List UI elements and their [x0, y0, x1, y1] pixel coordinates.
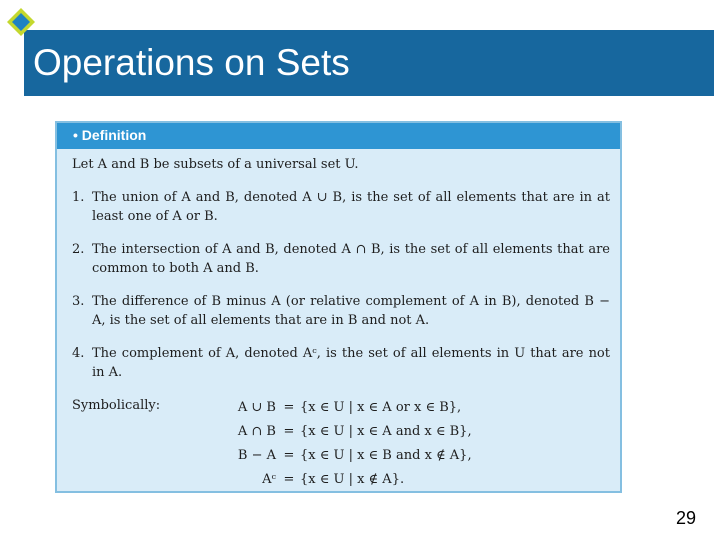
formula-lhs: B − A	[237, 448, 276, 463]
formula-equals: =	[283, 424, 295, 439]
definition-intro: Let A and B be subsets of a universal set U.	[72, 157, 359, 172]
symbolically-label: Symbolically:	[72, 398, 161, 413]
formula-rhs: {x ∈ U | x ∉ A}.	[300, 472, 405, 487]
formula-equals: =	[283, 448, 295, 463]
formula-rhs: {x ∈ U | x ∈ A or x ∈ B},	[300, 400, 462, 415]
formula-complement	[220, 468, 610, 492]
item-text: The complement of A, denoted Aᶜ, is the set of all elements in U that are not in A.	[92, 346, 610, 380]
formula-lhs: A ∩ B	[237, 424, 276, 439]
formula-union	[220, 396, 610, 420]
item-text: The intersection of A and B, denoted A ∩ B, is the set of all elements that are common to both A and B.	[92, 242, 610, 276]
diamond-icon	[6, 7, 36, 37]
definition-header-label: • Definition	[73, 127, 147, 143]
page-number: 29	[676, 508, 697, 528]
formula-equals: =	[283, 400, 295, 415]
item-text: The difference of B minus A (or relative complement of A in B), denoted B − A, is the set of all elements that are in B and not A.	[92, 294, 610, 328]
item-number: 1.	[72, 190, 85, 205]
formula-difference	[220, 444, 610, 468]
item-number: 3.	[72, 294, 85, 309]
item-number: 4.	[72, 346, 85, 361]
symbolic-section	[72, 396, 610, 492]
formula-rhs: {x ∈ U | x ∈ A and x ∈ B},	[300, 424, 472, 439]
definition-item-difference	[72, 292, 610, 330]
definition-content	[72, 155, 610, 492]
formula-equals: =	[283, 472, 295, 487]
formula-lhs: Aᶜ	[262, 472, 276, 487]
definition-item-union	[72, 188, 610, 226]
formula-lhs: A ∪ B	[237, 400, 276, 415]
formula-list	[220, 396, 610, 492]
definition-box	[55, 121, 622, 493]
definition-header	[57, 123, 620, 149]
formula-intersection	[220, 420, 610, 444]
slide-title: Operations on Sets	[33, 42, 350, 83]
definition-item-complement	[72, 344, 610, 382]
item-text: The union of A and B, denoted A ∪ B, is the set of all elements that are in at least one of A or B.	[92, 190, 610, 224]
formula-rhs: {x ∈ U | x ∈ B and x ∉ A},	[300, 448, 472, 463]
item-number: 2.	[72, 242, 85, 257]
definition-item-intersection	[72, 240, 610, 278]
